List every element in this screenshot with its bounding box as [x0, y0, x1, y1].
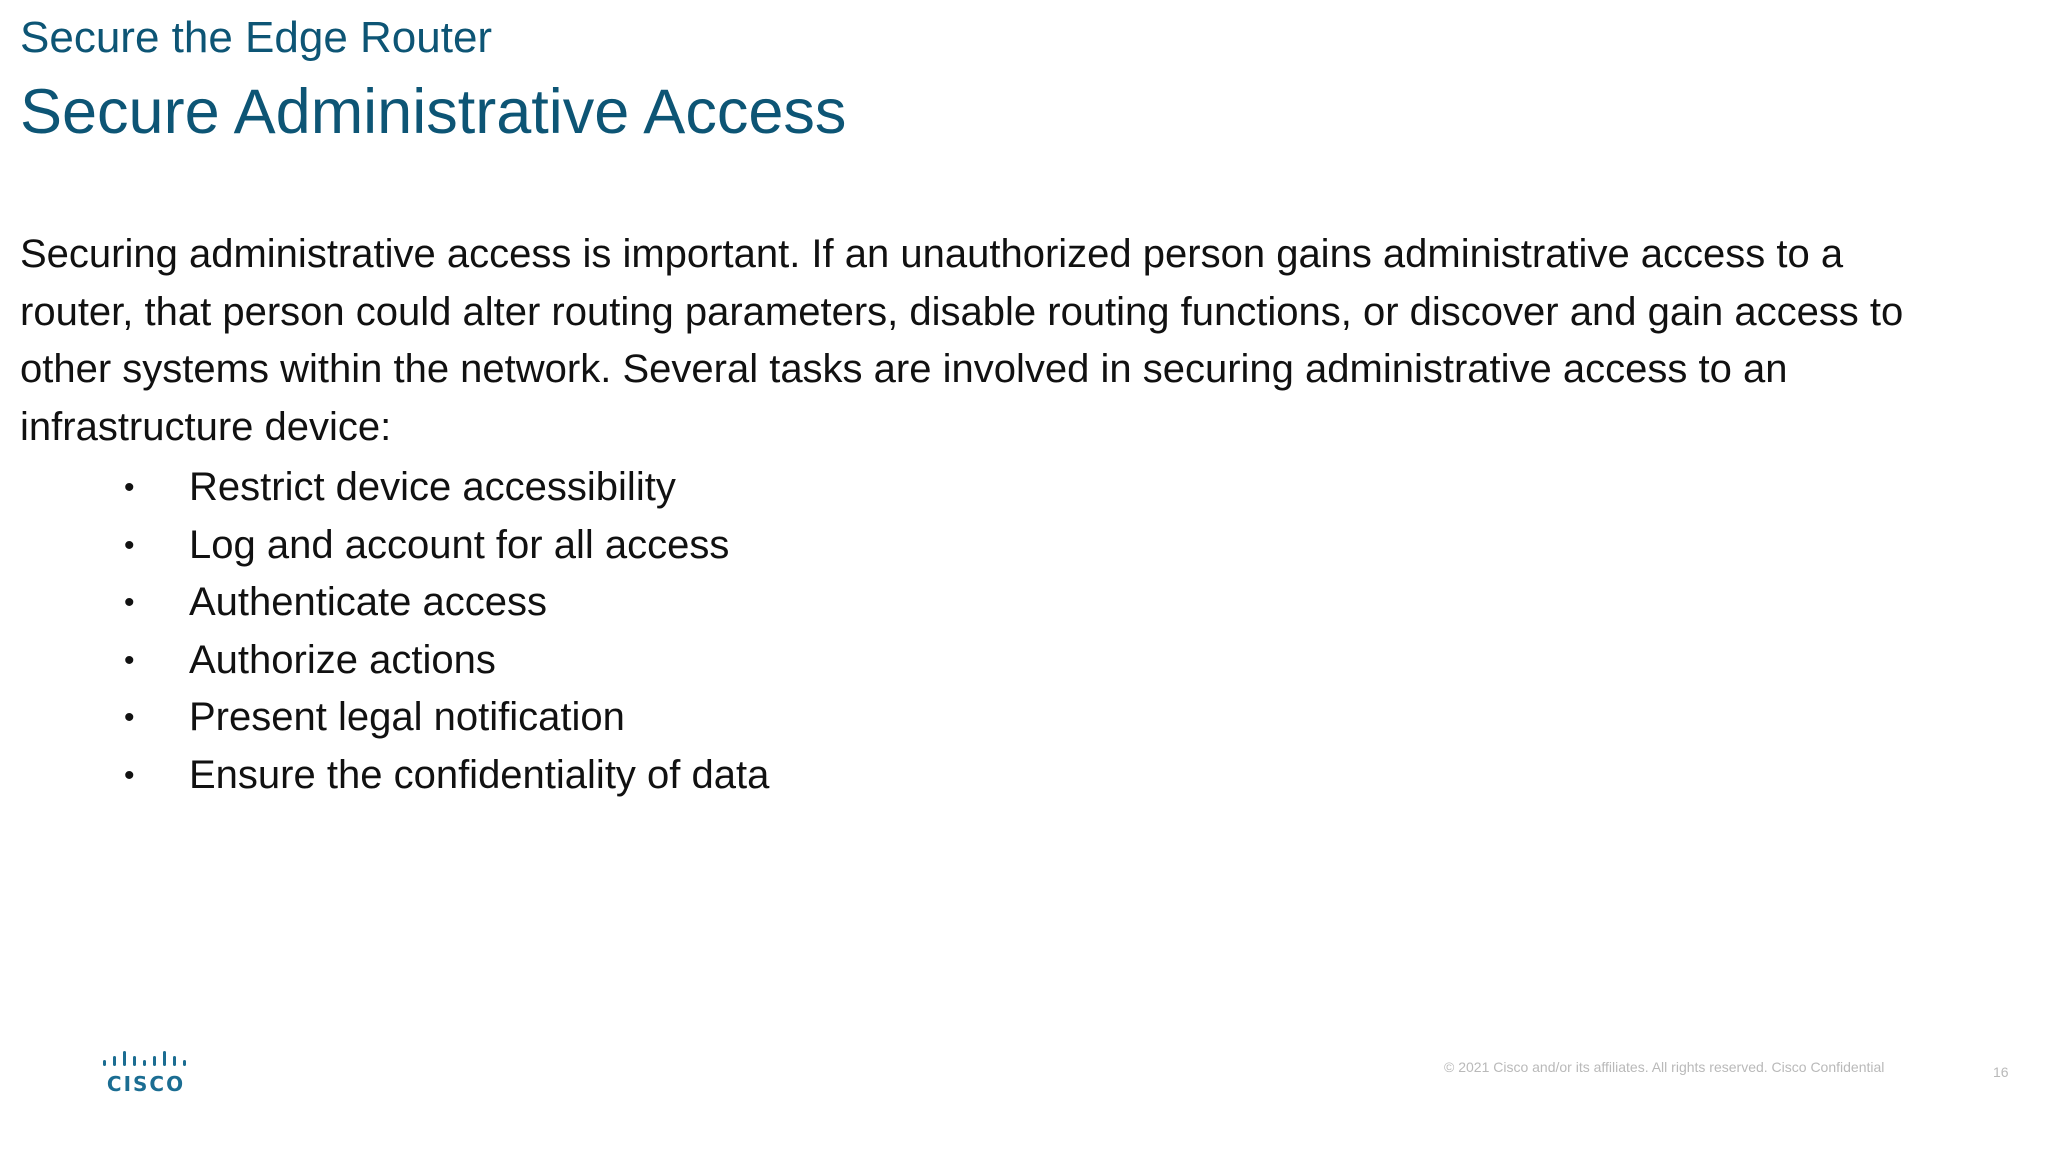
bullet-dot-icon: • [124, 701, 135, 734]
page-number: 16 [1993, 1064, 2009, 1080]
body-paragraph: Securing administrative access is important. If an unauthorized person gains administrative access to a router, that person could alter routing parameters, disable routing functions, or discover and gain access to other systems within the network. Several tasks are involved in securing administrative access to an infrastructure device: [20, 232, 1904, 449]
bullet-text: Log and account for all access [189, 522, 730, 567]
bullet-text: Authenticate access [189, 580, 547, 624]
bullet-text: Ensure the confidentiality of data [189, 752, 770, 797]
bullet-dot-icon: • [124, 758, 135, 792]
bullet-text: Restrict device accessibility [189, 465, 676, 509]
bullet-dot-icon: • [124, 471, 135, 504]
logo-text: CISCO [106, 1072, 186, 1096]
bullet-dot-icon: • [124, 586, 135, 619]
bullet-dot-icon: • [124, 528, 135, 562]
bullet-item [0, 517, 1600, 575]
bullet-item [0, 459, 1600, 517]
bullet-item [0, 747, 1600, 805]
bullet-text: Present legal notification [189, 695, 625, 739]
section-title: Secure the Edge Router [20, 13, 493, 62]
cisco-bars-icon [100, 1048, 192, 1072]
bullet-list [0, 459, 1600, 804]
bullet-text: Authorize actions [189, 637, 496, 682]
cisco-logo [100, 1048, 192, 1096]
bullet-item [0, 632, 1600, 690]
bullet-item [0, 574, 1600, 632]
copyright-notice: © 2021 Cisco and/or its affiliates. All rights reserved. Cisco Confidential [1444, 1059, 1885, 1075]
slide-title: Secure Administrative Access [20, 77, 847, 147]
bullet-dot-icon: • [124, 643, 135, 677]
bullet-item [0, 689, 1600, 747]
